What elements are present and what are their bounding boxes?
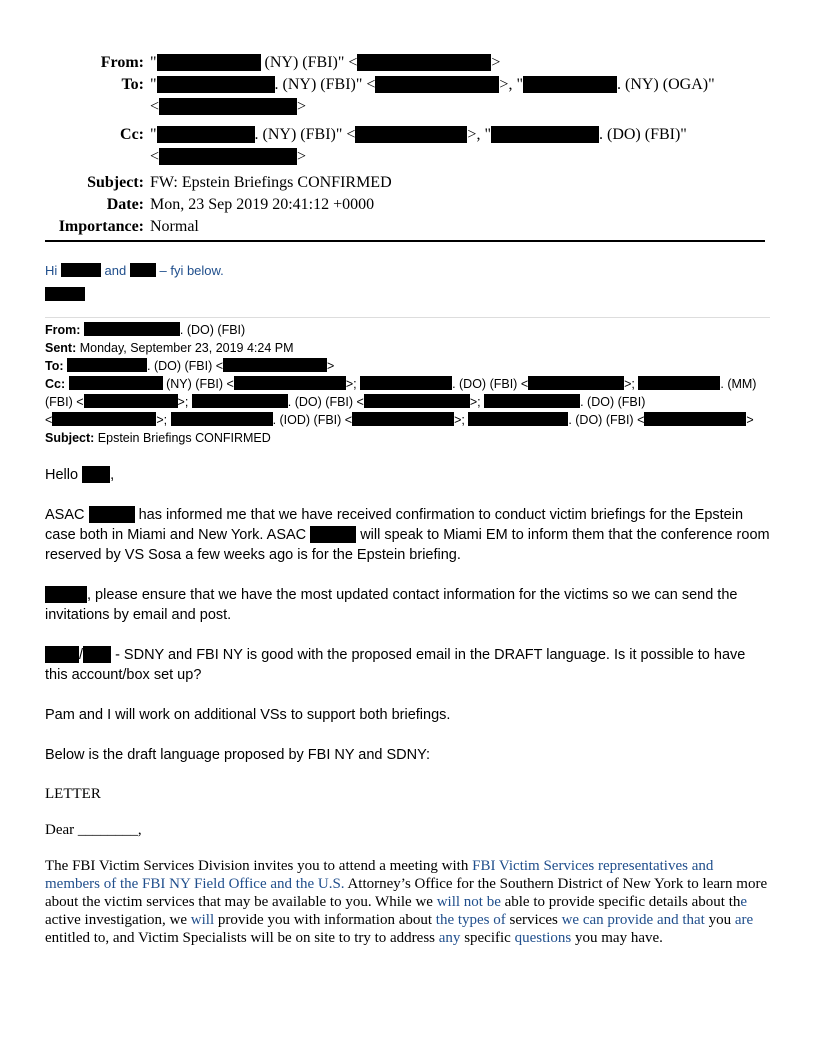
header-divider	[45, 240, 765, 242]
cc-label: Cc:	[120, 126, 144, 143]
redaction	[157, 76, 275, 93]
original-message-header	[45, 321, 770, 447]
redaction	[310, 526, 356, 543]
header-subject-row	[40, 172, 750, 194]
redaction	[159, 148, 297, 165]
signature-redaction	[45, 287, 85, 301]
body-paragraph: / - SDNY and FBI NY is good with the proposed email in the DRAFT language. Is it possible to have this account/box set up?	[45, 647, 746, 683]
redaction	[82, 466, 110, 483]
redaction	[84, 322, 180, 336]
from-label: From:	[100, 54, 144, 71]
redaction	[223, 358, 327, 372]
orig-to-row: To: . (DO) (FBI) < >	[45, 359, 335, 373]
orig-subject-row: Subject: Epstein Briefings CONFIRMED	[45, 431, 271, 445]
header-importance-row	[40, 216, 750, 238]
to-label: To:	[121, 76, 144, 93]
redaction	[89, 506, 135, 523]
redaction	[67, 358, 147, 372]
redaction	[357, 54, 491, 71]
header-from-row: From: " (NY) (FBI)" < >	[40, 52, 750, 74]
redaction	[171, 412, 273, 426]
letter-paragraph: The FBI Victim Services Division invites you to attend a meeting with FBI Victim Services representatives and members of the FBI NY Field Office and the U.S. Attorney’s Office for the Southern District of New York to learn more about the victim services that may be available to you. While we will not be able to provide specific details about the active investigation, we will provide you with information about the types of services we can provide and that you are entitled to, and Victim Specialists will be on site to try to address any specific questions you may have.	[45, 858, 768, 946]
header-to-row: To: " . (NY) (FBI)" < >, " . (NY) (OGA)" < >	[40, 74, 750, 118]
fyi-tail: – fyi below.	[159, 263, 224, 278]
body-paragraph: Below is the draft language proposed by FBI NY and SDNY:	[45, 747, 431, 763]
redaction	[644, 412, 746, 426]
redaction	[375, 76, 499, 93]
redaction	[159, 98, 297, 115]
redaction	[84, 394, 178, 408]
letter-heading: LETTER	[45, 786, 101, 802]
fyi-greeting: Hi	[45, 263, 58, 278]
header-date-row	[40, 194, 750, 216]
header-cc-row: Cc: " . (NY) (FBI)" < >, " . (DO) (FBI)" < >	[40, 124, 750, 168]
to-value-2: . (NY) (OGA)"	[616, 76, 715, 93]
importance-value: Normal	[150, 218, 199, 235]
redaction	[45, 646, 79, 663]
forward-note	[45, 262, 224, 302]
importance-label: Importance:	[58, 218, 144, 235]
body-paragraph: , please ensure that we have the most updated contact information for the victims so we can send the invitations by email and post.	[45, 587, 738, 623]
body-paragraph: ASAC has informed me that we have received confirmation to conduct victim briefings for the Epstein case both in Miami and New York. ASAC will speak to Miami EM to inform them that the conference room reserved by VS Sosa a few weeks ago is for the Epstein briefing.	[45, 507, 770, 563]
redaction	[364, 394, 470, 408]
date-value: Mon, 23 Sep 2019 20:41:12 +0000	[150, 196, 375, 213]
redaction	[355, 126, 467, 143]
redaction	[61, 263, 101, 277]
cc-value-2: . (DO) (FBI)"	[598, 126, 687, 143]
redaction	[491, 126, 599, 143]
orig-from-row: From: . (DO) (FBI)	[45, 323, 246, 337]
to-value-1: . (NY) (FBI)"	[274, 76, 363, 93]
draft-letter	[45, 785, 770, 965]
body-paragraph: Pam and I will work on additional VSs to support both briefings.	[45, 707, 451, 723]
redaction	[234, 376, 346, 390]
redaction	[484, 394, 580, 408]
from-value: (NY) (FBI)"	[264, 54, 345, 71]
redaction	[157, 54, 261, 71]
redaction	[45, 586, 87, 603]
redaction	[130, 263, 156, 277]
redaction	[83, 646, 111, 663]
redaction	[192, 394, 288, 408]
subject-value: FW: Epstein Briefings CONFIRMED	[150, 174, 392, 191]
cc-value-1: . (NY) (FBI)"	[254, 126, 343, 143]
body-hello: Hello ,	[45, 467, 115, 483]
redaction	[528, 376, 624, 390]
redaction	[468, 412, 568, 426]
letter-salutation: Dear ________,	[45, 822, 142, 838]
forward-divider	[45, 317, 770, 318]
redaction	[523, 76, 617, 93]
orig-sent-row: Sent: Monday, September 23, 2019 4:24 PM	[45, 341, 294, 355]
subject-label: Subject:	[87, 174, 144, 191]
redaction	[638, 376, 720, 390]
redaction	[360, 376, 452, 390]
fyi-and: and	[104, 263, 127, 278]
redaction	[157, 126, 255, 143]
redaction	[352, 412, 454, 426]
date-label: Date:	[106, 196, 144, 213]
redaction	[52, 412, 156, 426]
orig-cc-row: Cc: (NY) (FBI) < >; . (DO) (FBI) < >; . (MM) (FBI) < >; . (DO) (FBI) < >; . (DO) (FBI) < >; . (IOD) (FBI) < >; . (DO) (FBI) < >	[45, 377, 757, 427]
email-header	[40, 52, 750, 238]
message-body	[45, 465, 770, 785]
redaction	[69, 376, 163, 390]
